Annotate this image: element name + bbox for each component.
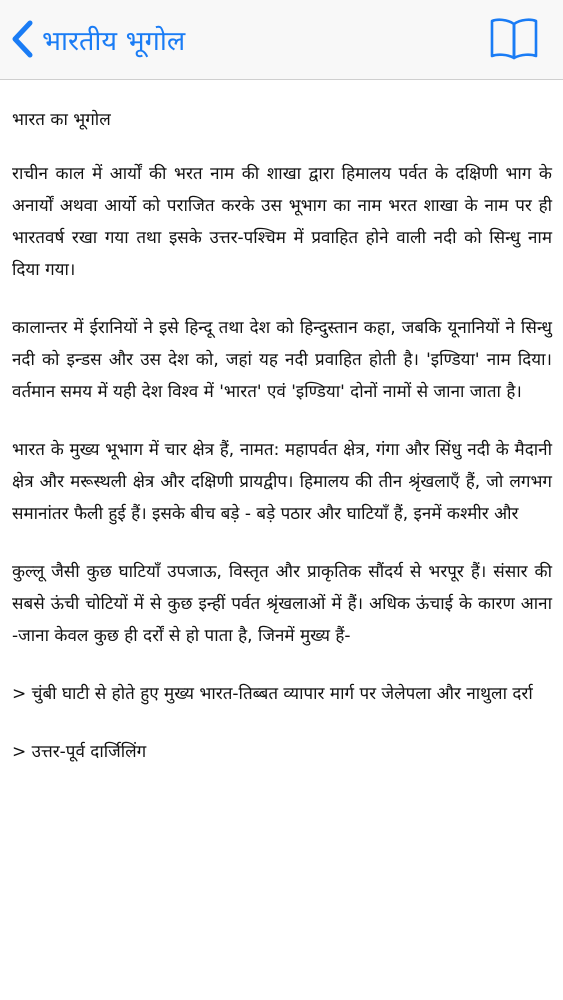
bookmarks-button[interactable]	[489, 16, 539, 60]
article-paragraph-5: > चुंबी घाटी से होते हुए मुख्य भारत-तिब्बत व्यापार मार्ग पर जेलेपला और नाथुला दर्रा	[12, 684, 533, 704]
article-paragraph-3: भारत के मुख्य भूभाग में चार क्षेत्र हैं, नामत: महापर्वत क्षेत्र, गंगा और सिंधु नदी के मैदानी क्षेत्र और मरूस्थली क्षेत्र और दक्षिणी प्रायद्वीप। हिमालय की तीन श्रृंखलाएँ हैं, जो लगभग समानांतर फैली हुई हैं। इसके बीच बड़े - बड़े पठार और घाटियाँ हैं, इनमें कश्मीर और	[12, 440, 552, 524]
article-paragraph-6: > उत्तर-पूर्व दार्जिलिंग	[12, 742, 147, 762]
article-title: भारत का भूगोल	[12, 110, 111, 130]
book-icon	[489, 16, 539, 60]
article-paragraph-4: कुल्लू जैसी कुछ घाटियाँ उपजाऊ, विस्तृत और प्राकृतिक सौंदर्य से भरपूर हैं। संसार की सबसे ऊंची चोटियों में से कुछ इन्हीं पर्वत श्रृंखलाओं में हैं। अधिक ऊंचाई के कारण आना -जाना केवल कुछ ही दर्रों से हो पाता है, जिनमें मुख्य हैं-	[12, 562, 552, 646]
chevron-left-icon	[10, 19, 36, 59]
article-paragraph-1: राचीन काल में आर्यों की भरत नाम की शाखा द्वारा हिमालय पर्वत के दक्षिणी भाग के अनार्यों अथवा आर्यो को पराजित करके उस भूभाग का नाम भरत शाखा के नाम पर ही भारतवर्ष रखा गया तथा इसके उत्तर-पश्चिम में प्रवाहित होने वाली नदी को सिन्धु नाम दिया गया।	[12, 164, 552, 280]
article-paragraph-2: कालान्तर में ईरानियों ने इसे हिन्दू तथा देश को हिन्दुस्तान कहा, जबकि यूनानियों ने सिन्धु नदी को इन्डस और उस देश को, जहां यह नदी प्रवाहित होती है। 'इण्डिया' नाम दिया। वर्तमान समय में यही देश विश्व में 'भारत' एवं 'इण्डिया' दोनों नामों से जाना जाता है।	[12, 318, 552, 402]
back-button[interactable]	[10, 16, 185, 62]
article-content	[12, 104, 552, 794]
navigation-bar	[0, 0, 563, 80]
back-button-label: भारतीय भूगोल	[42, 25, 186, 57]
